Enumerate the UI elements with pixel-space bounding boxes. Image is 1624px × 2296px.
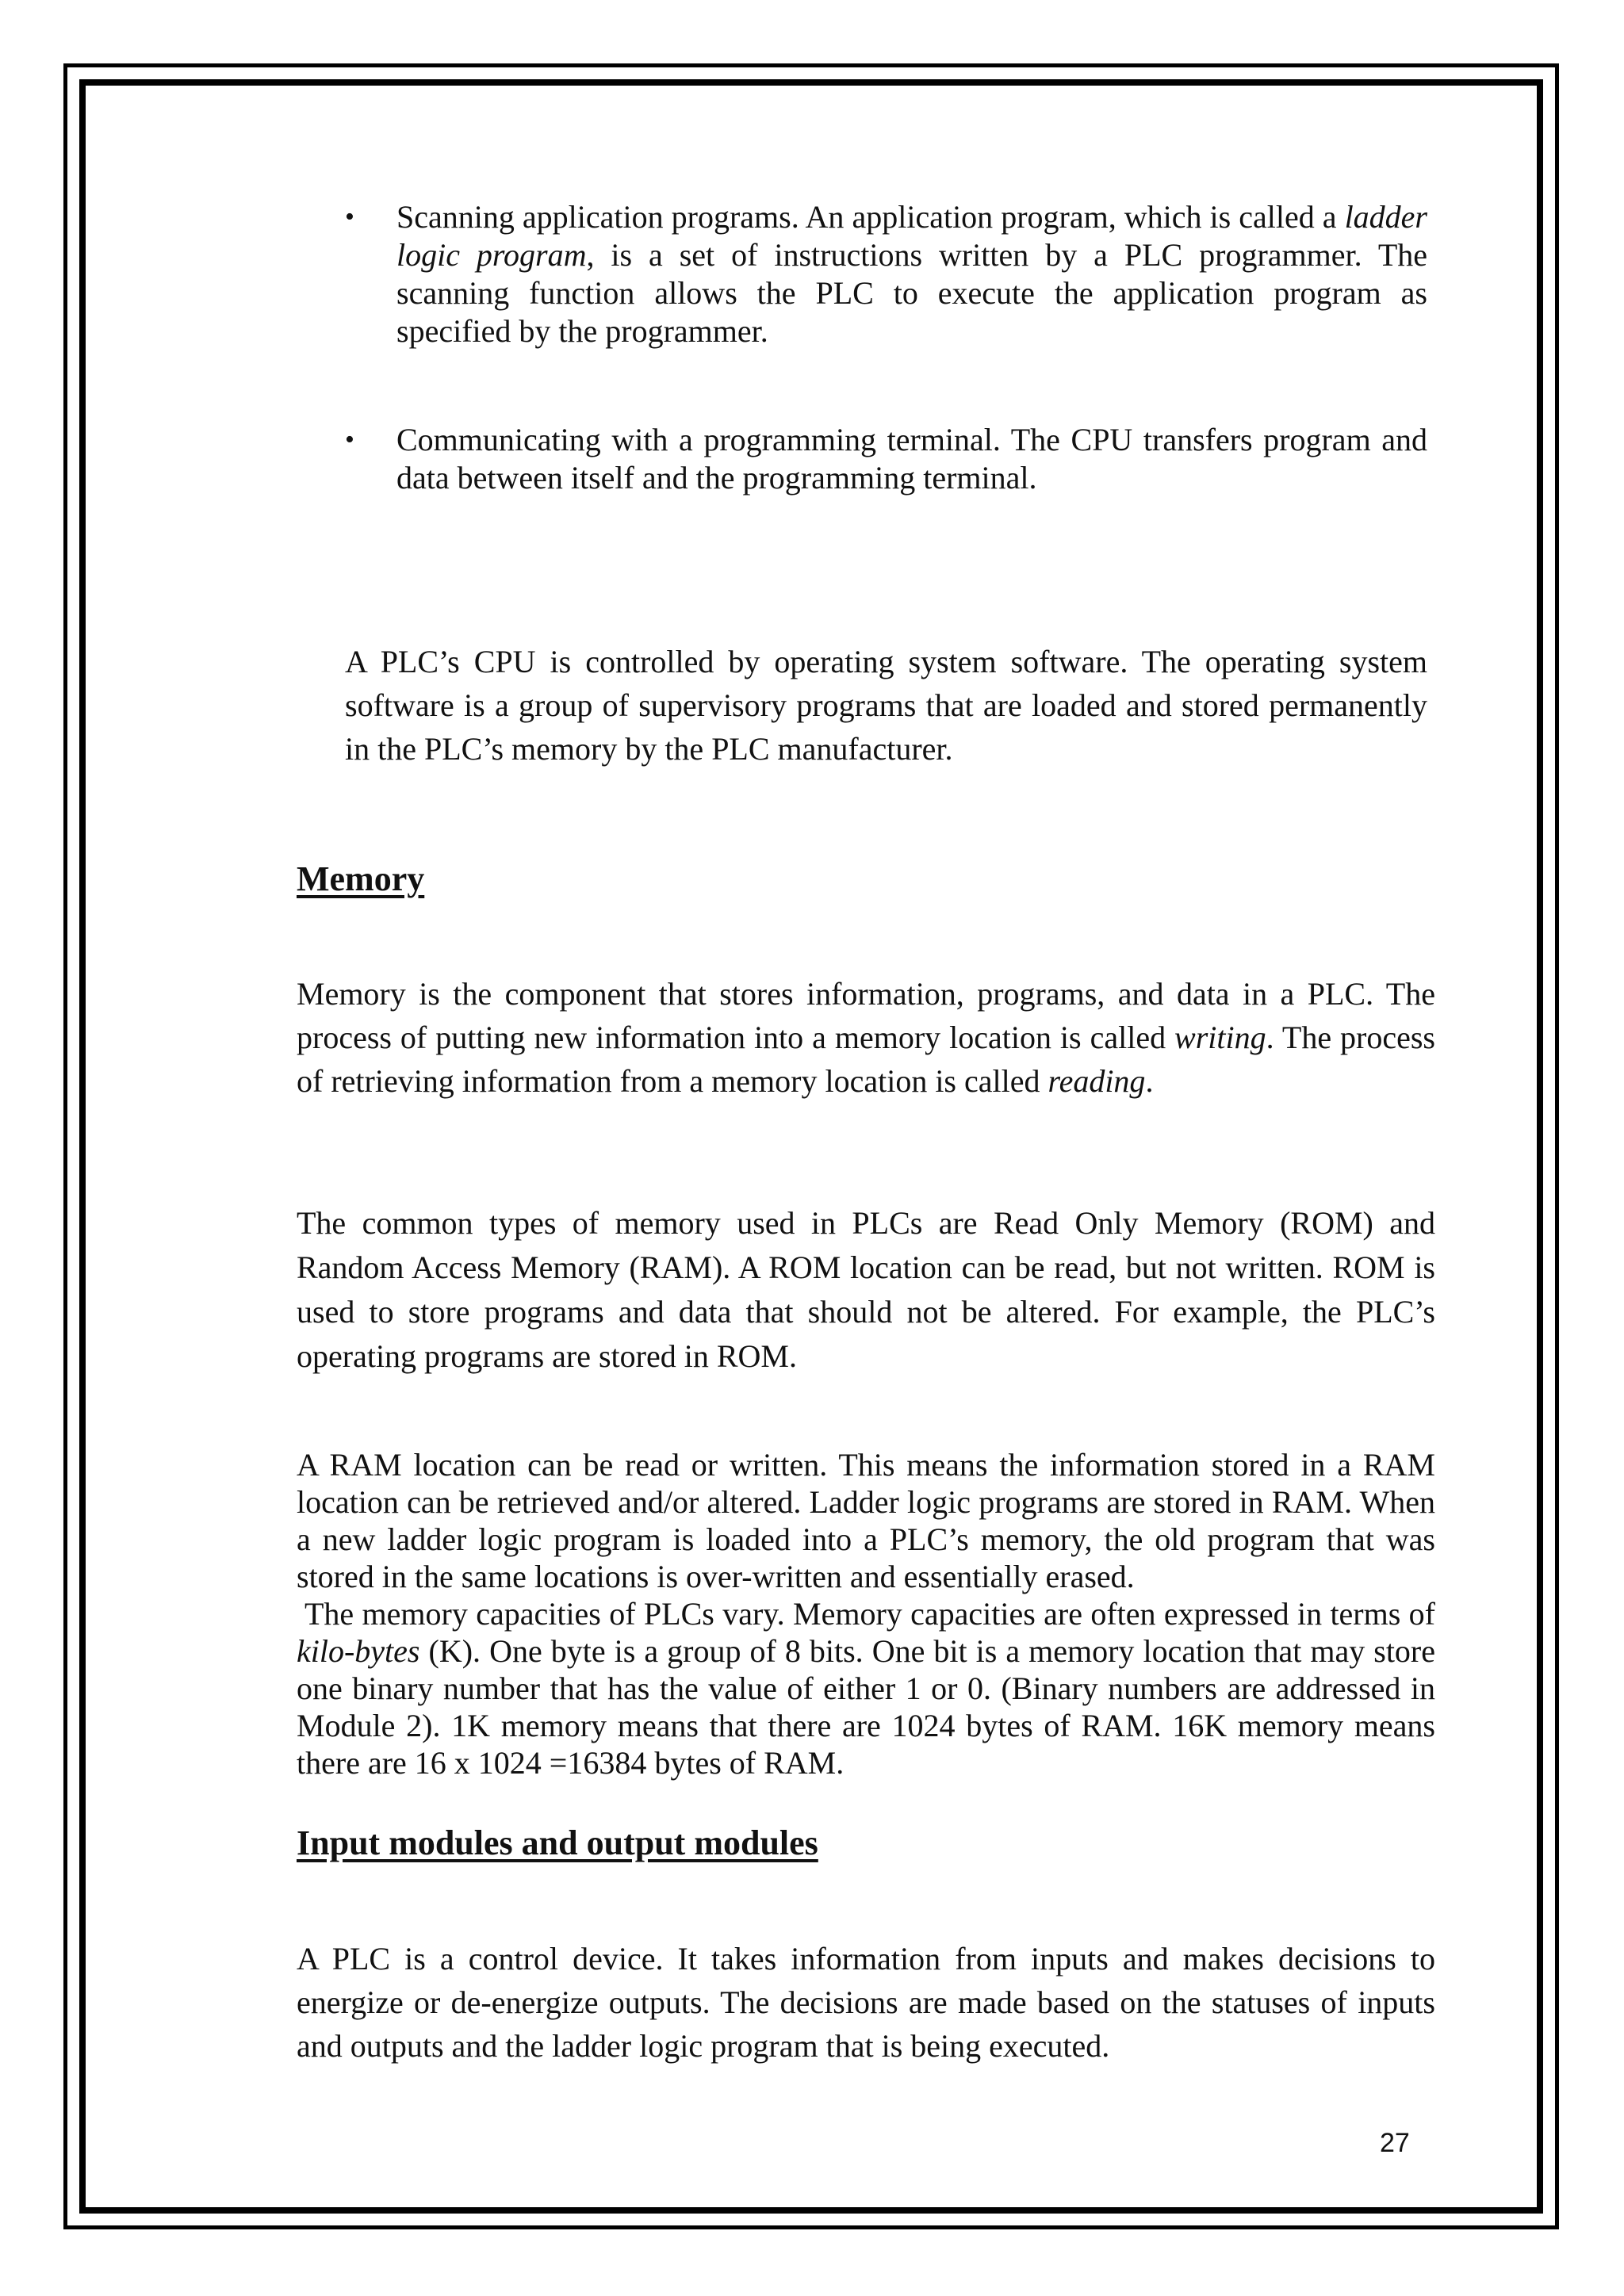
bullet-text: Scanning application programs. An application program, which is called a bbox=[396, 199, 1345, 235]
term-writing: writing bbox=[1174, 1020, 1266, 1055]
bullet-text: Communicating with a programming terminal. The CPU transfers program and data between itself and the programming terminal. bbox=[396, 422, 1427, 496]
memory-paragraph-1 bbox=[297, 972, 1435, 1103]
memory-paragraph-2 bbox=[297, 1201, 1435, 1379]
io-paragraph-1 bbox=[297, 1937, 1435, 2068]
cpu-paragraph bbox=[345, 640, 1427, 771]
bullet-item-communicating bbox=[345, 421, 1427, 497]
paragraph-text: A PLC’s CPU is controlled by operating system software. The operating system software is a group of supervisory programs that are loaded and stored permanently in the PLC’s memory by the PLC manufacturer. bbox=[345, 644, 1427, 767]
term-kilo-bytes: kilo-bytes bbox=[297, 1633, 420, 1669]
bullet-dot: • bbox=[345, 202, 354, 232]
paragraph-text: The common types of memory used in PLCs are Read Only Memory (ROM) and Random Access Memory (RAM). A ROM location can be read, but not written. ROM is used to store programs and data that should not be altered. For example, the PLC’s operating programs are stored in ROM. bbox=[297, 1205, 1435, 1374]
memory-heading: Memory bbox=[297, 859, 425, 898]
bullet-dot: • bbox=[345, 425, 354, 454]
bullet-text: , is a set of instructions written by a PLC programmer. The scanning function allows the PLC to execute the application program as specified by the programmer. bbox=[396, 237, 1428, 349]
paragraph-text: A PLC is a control device. It takes information from inputs and makes decisions to energize or de-energize outputs. The decisions are made based on the statuses of inputs and outputs and the ladder logic program that is being executed. bbox=[297, 1941, 1435, 2064]
memory-paragraph-3 bbox=[297, 1446, 1435, 1781]
paragraph-text: A RAM location can be read or written. This means the information stored in a RAM location can be retrieved and/or altered. Ladder logic programs are stored in RAM. When a new ladder logic program is loaded into a PLC’s memory, the old program that was stored in the same locations is over-written and essentially erased. bbox=[297, 1447, 1435, 1594]
bullet-emphasis: ladder logic program bbox=[396, 199, 1427, 273]
term-reading: reading bbox=[1048, 1063, 1146, 1099]
paragraph-text: The memory capacities of PLCs vary. Memory capacities are often expressed in terms of kilo-bytes (K). One byte is a group of 8 bits. One bit is a memory location that may store one binary number that has the value of either 1 or 0. (Binary numbers are addressed in Module 2). 1K memory means that there are 1024 bytes of RAM. 16K memory means there are 16 x 1024 =16384 bytes of RAM. bbox=[297, 1596, 1435, 1781]
io-heading: Input modules and output modules bbox=[297, 1823, 818, 1862]
page-number: 27 bbox=[1380, 2128, 1410, 2158]
paragraph-text: Memory is the component that stores information, programs, and data in a PLC. The process of putting new information into a memory location is called writing. The process of retrieving information from a memory location is called reading. bbox=[297, 976, 1435, 1099]
bullet-item-scanning bbox=[345, 198, 1427, 350]
